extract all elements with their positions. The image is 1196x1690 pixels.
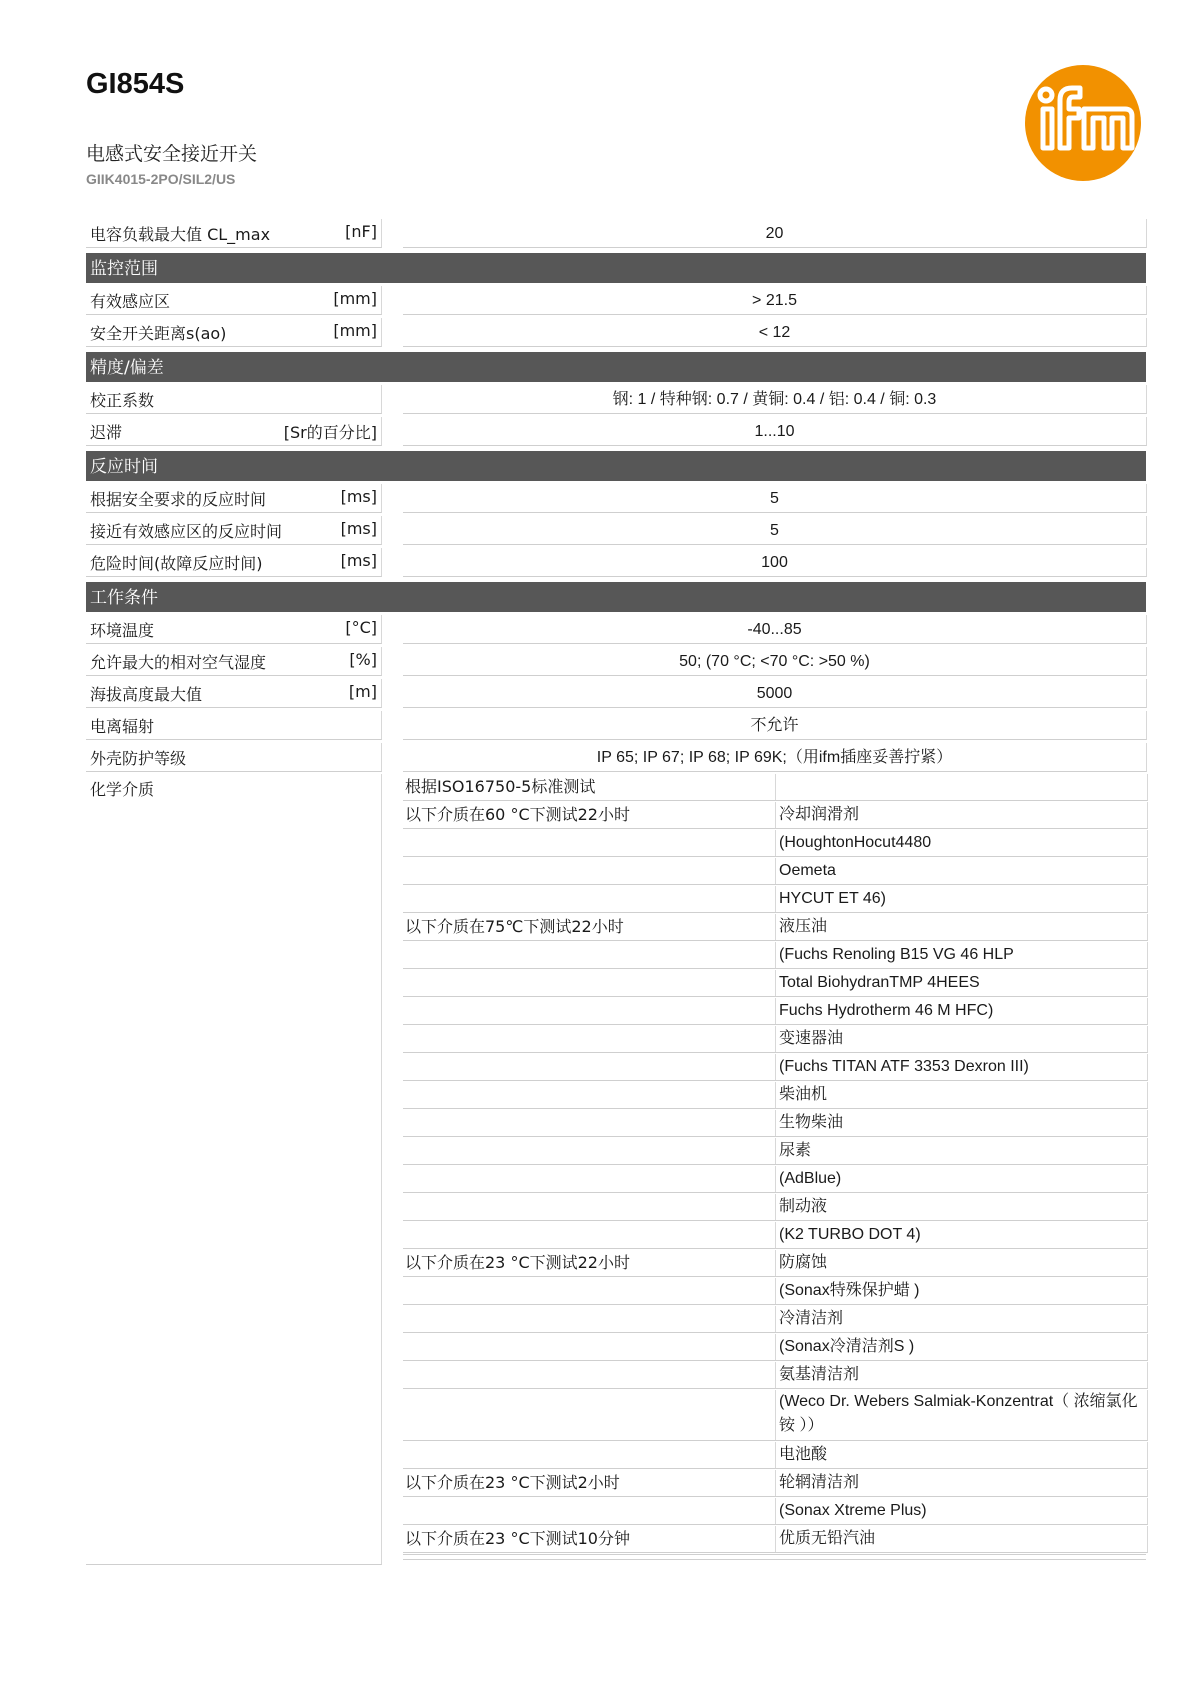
chemical-row — [403, 1082, 1146, 1110]
spec-unit: [nF] — [345, 222, 377, 241]
test-medium: 液压油 — [775, 914, 1148, 941]
chemical-row — [403, 830, 1146, 858]
spec-table — [86, 218, 1146, 1564]
spec-label: 接近有效感应区的反应时间 — [90, 522, 283, 541]
chemical-row — [403, 1470, 1146, 1498]
spec-unit: [Sr的百分比] — [283, 423, 377, 442]
spec-unit: [m] — [348, 682, 377, 701]
chemical-row — [403, 1362, 1146, 1390]
test-condition: 以下介质在23 °C下测试10分钟 — [403, 1526, 776, 1553]
spec-unit: [ms] — [340, 487, 377, 506]
spec-row — [86, 416, 1146, 448]
test-condition — [403, 886, 776, 913]
product-subtitle: 电感式安全接近开关 — [86, 143, 258, 165]
chemical-row — [403, 774, 1146, 802]
test-condition — [403, 1334, 776, 1361]
logo-text: ifm — [1024, 64, 1026, 65]
chemical-row — [403, 1194, 1146, 1222]
chemical-row — [403, 1498, 1146, 1526]
spec-label-cell — [86, 711, 382, 740]
test-medium: (Fuchs Renoling B15 VG 46 HLP — [775, 942, 1148, 969]
test-medium: 轮辋清洁剂 — [775, 1470, 1148, 1497]
spec-label: 电离辐射 — [90, 717, 155, 736]
test-medium: 冷却润滑剂 — [775, 802, 1148, 829]
test-medium: 防腐蚀 — [775, 1250, 1148, 1277]
spec-value: < 12 — [403, 318, 1147, 347]
test-condition — [403, 1026, 776, 1053]
test-medium: (Fuchs TITAN ATF 3353 Dexron III) — [775, 1054, 1148, 1081]
test-medium: (Sonax特殊保护蜡 ) — [775, 1278, 1148, 1305]
test-medium: Total BiohydranTMP 4HEES — [775, 970, 1148, 997]
spec-value: 5 — [403, 516, 1147, 545]
spec-unit: [mm] — [333, 321, 377, 340]
chemical-label: 化学介质 — [90, 780, 155, 799]
section-header: 精度/偏差 — [86, 352, 1146, 382]
chemical-media-grid — [403, 774, 1146, 1560]
chemical-row — [403, 1250, 1146, 1278]
spec-value: 20 — [403, 219, 1147, 248]
test-condition: 以下介质在75℃下测试22小时 — [403, 914, 776, 941]
test-condition — [403, 1194, 776, 1221]
spec-value: 不允许 — [403, 711, 1147, 740]
chemical-row — [403, 1026, 1146, 1054]
spec-unit: [%] — [349, 650, 377, 669]
ifm-logo — [1024, 64, 1142, 182]
chemical-row — [403, 886, 1146, 914]
chemical-media-block — [86, 774, 1146, 1564]
spec-label: 外壳防护等级 — [90, 749, 187, 768]
section-header: 监控范围 — [86, 253, 1146, 283]
spec-label-cell — [86, 484, 382, 513]
test-medium: 生物柴油 — [775, 1110, 1148, 1137]
test-condition — [403, 1362, 776, 1389]
spec-label: 海拔高度最大值 — [90, 685, 203, 704]
spec-label: 危险时间(故障反应时间) — [90, 554, 263, 573]
spec-label: 有效感应区 — [90, 292, 171, 311]
test-condition — [403, 1306, 776, 1333]
spec-row — [86, 515, 1146, 547]
chemical-row — [403, 1138, 1146, 1166]
document-header — [86, 64, 1146, 194]
test-condition: 根据ISO16750-5标准测试 — [403, 774, 776, 801]
spec-label: 安全开关距离s(ao) — [90, 324, 227, 343]
spec-label-cell — [86, 286, 382, 315]
test-condition — [403, 1110, 776, 1137]
spec-label-cell — [86, 219, 382, 248]
test-medium: 冷清洁剂 — [775, 1306, 1148, 1333]
chemical-row — [403, 970, 1146, 998]
chemical-row — [403, 1278, 1146, 1306]
test-condition — [403, 1278, 776, 1305]
test-condition — [403, 1498, 776, 1525]
test-medium: 氨基清洁剂 — [775, 1362, 1148, 1389]
spec-unit: [ms] — [340, 519, 377, 538]
test-condition — [403, 998, 776, 1025]
test-condition — [403, 1082, 776, 1109]
spec-row — [86, 614, 1146, 646]
chemical-row — [403, 914, 1146, 942]
product-title: GI854S — [86, 68, 185, 100]
spec-label-cell — [86, 743, 382, 772]
spec-unit: [mm] — [333, 289, 377, 308]
spec-label: 电容负载最大值 CL_max — [90, 225, 271, 244]
spec-label-cell — [86, 516, 382, 545]
spec-label-cell — [86, 417, 382, 446]
chemical-row — [403, 1110, 1146, 1138]
test-condition — [403, 970, 776, 997]
test-condition — [403, 858, 776, 885]
test-medium: 电池酸 — [775, 1442, 1148, 1469]
spec-value: > 21.5 — [403, 286, 1147, 315]
test-medium: (Weco Dr. Webers Salmiak-Konzentrat（ 浓缩氯化铵 ）） — [775, 1390, 1148, 1441]
chemical-row — [403, 1054, 1146, 1082]
spec-row — [86, 678, 1146, 710]
spec-value: 5 — [403, 484, 1147, 513]
spec-row — [86, 742, 1146, 774]
spec-unit: [ms] — [340, 551, 377, 570]
test-condition — [403, 1054, 776, 1081]
test-condition — [403, 942, 776, 969]
spec-value: IP 65; IP 67; IP 68; IP 69K;（用ifm插座妥善拧紧） — [403, 743, 1147, 772]
test-condition — [403, 830, 776, 857]
spec-row — [86, 285, 1146, 317]
chemical-row — [403, 998, 1146, 1026]
test-condition — [403, 1138, 776, 1165]
test-medium: (K2 TURBO DOT 4) — [775, 1222, 1148, 1249]
spec-value: 1...10 — [403, 417, 1147, 446]
test-medium: (HoughtonHocut4480 — [775, 830, 1148, 857]
chemical-row — [403, 1442, 1146, 1470]
test-medium: 柴油机 — [775, 1082, 1148, 1109]
table-end-rule — [403, 1554, 1146, 1560]
test-condition — [403, 1390, 776, 1441]
chemical-row — [403, 1222, 1146, 1250]
spec-label-cell — [86, 615, 382, 644]
test-medium: (Sonax冷清洁剂S ) — [775, 1334, 1148, 1361]
spec-value: 5000 — [403, 679, 1147, 708]
chemical-row — [403, 1306, 1146, 1334]
section-header: 工作条件 — [86, 582, 1146, 612]
test-medium: 制动液 — [775, 1194, 1148, 1221]
chemical-row — [403, 802, 1146, 830]
spec-row — [86, 384, 1146, 416]
chemical-row — [403, 858, 1146, 886]
spec-row — [86, 218, 1146, 250]
chemical-row — [403, 1166, 1146, 1194]
spec-row — [86, 547, 1146, 579]
chemical-row — [403, 942, 1146, 970]
chemical-row — [403, 1334, 1146, 1362]
test-condition: 以下介质在23 °C下测试2小时 — [403, 1470, 776, 1497]
test-condition: 以下介质在60 °C下测试22小时 — [403, 802, 776, 829]
spec-label-cell — [86, 385, 382, 414]
spec-value: -40...85 — [403, 615, 1147, 644]
test-condition — [403, 1442, 776, 1469]
test-medium: (Sonax Xtreme Plus) — [775, 1498, 1148, 1525]
test-medium: HYCUT ET 46) — [775, 886, 1148, 913]
test-medium: 尿素 — [775, 1138, 1148, 1165]
product-code: GIIK4015-2PO/SIL2/US — [86, 171, 236, 187]
test-medium — [775, 774, 1148, 801]
test-medium: Fuchs Hydrotherm 46 M HFC) — [775, 998, 1148, 1025]
test-condition — [403, 1166, 776, 1193]
test-medium: 优质无铅汽油 — [775, 1526, 1148, 1553]
spec-label-cell — [86, 548, 382, 577]
spec-label-cell — [86, 647, 382, 676]
spec-label: 根据安全要求的反应时间 — [90, 490, 267, 509]
spec-label-cell — [86, 679, 382, 708]
spec-label-cell — [86, 774, 382, 1565]
spec-unit: [°C] — [345, 618, 377, 637]
test-condition: 以下介质在23 °C下测试22小时 — [403, 1250, 776, 1277]
spec-label: 允许最大的相对空气湿度 — [90, 653, 267, 672]
table-end-line — [403, 1554, 1146, 1560]
spec-row — [86, 710, 1146, 742]
test-condition — [403, 1222, 776, 1249]
spec-label: 迟滞 — [90, 423, 123, 442]
spec-value: 钢: 1 / 特种钢: 0.7 / 黄铜: 0.4 / 铝: 0.4 / 铜: 0.3 — [403, 385, 1147, 414]
spec-label: 环境温度 — [90, 621, 155, 640]
spec-label-cell — [86, 318, 382, 347]
chemical-row — [403, 1526, 1146, 1554]
spec-value: 100 — [403, 548, 1147, 577]
test-medium: Oemeta — [775, 858, 1148, 885]
spec-value: 50; (70 °C; <70 °C: >50 %) — [403, 647, 1147, 676]
spec-row — [86, 483, 1146, 515]
spec-row — [86, 317, 1146, 349]
spec-row — [86, 646, 1146, 678]
test-medium: 变速器油 — [775, 1026, 1148, 1053]
section-header: 反应时间 — [86, 451, 1146, 481]
spec-label: 校正系数 — [90, 391, 155, 410]
test-medium: (AdBlue) — [775, 1166, 1148, 1193]
chemical-row — [403, 1390, 1146, 1442]
